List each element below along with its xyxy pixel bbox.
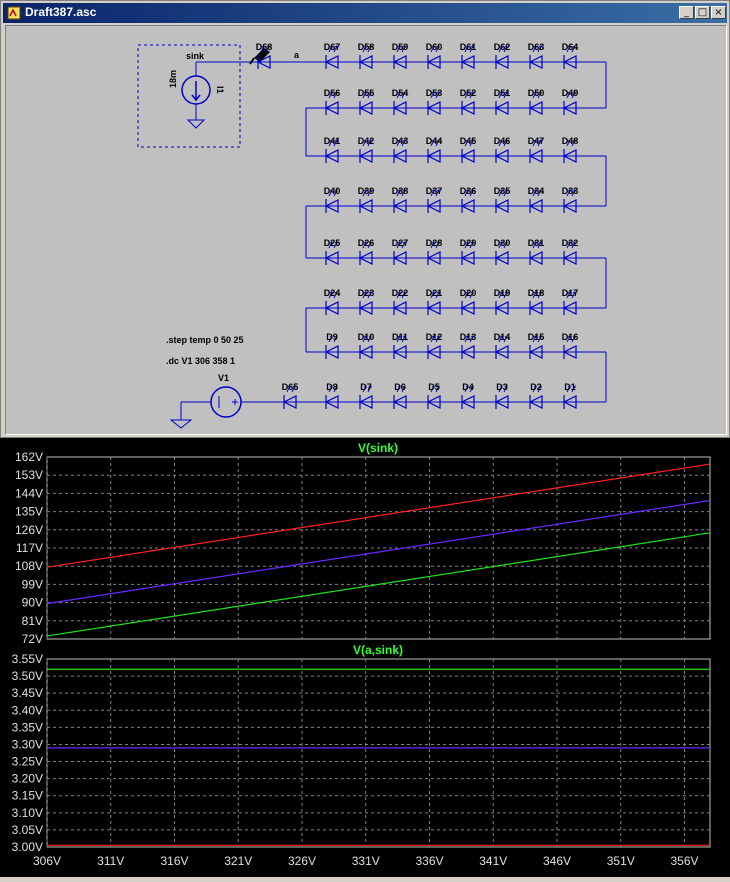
led-label: D37 [425, 186, 443, 196]
led-label: D1 [564, 382, 576, 392]
led-label: D41 [323, 136, 341, 146]
led-label: D59 [391, 42, 409, 52]
led-label: D11 [391, 332, 409, 342]
led-label: D58 [357, 42, 375, 52]
led-d48[interactable] [562, 136, 579, 163]
led-label: D5 [428, 382, 440, 392]
y-tick-label: 3.55V [11, 652, 43, 666]
y-tick-label: 3.35V [11, 720, 43, 735]
led-d24[interactable] [324, 288, 341, 315]
led-label: D24 [323, 288, 341, 298]
led-d46[interactable] [494, 136, 511, 163]
minimize-button[interactable]: _ [679, 6, 694, 19]
x-tick-label: 311V [97, 854, 125, 868]
led-label: D34 [527, 186, 545, 196]
voltage-source-name: V1 [218, 373, 230, 383]
led-label: D56 [323, 88, 341, 98]
led-label: D6 [394, 382, 406, 392]
led-d54[interactable] [392, 88, 409, 115]
led-label: D65 [281, 382, 299, 392]
voltage-source-v1[interactable] [171, 387, 281, 428]
led-d53[interactable] [426, 88, 443, 115]
led-label: D19 [493, 288, 511, 298]
y-tick-label: 135V [14, 504, 43, 519]
y-tick-label: 99V [21, 577, 43, 592]
led-d47[interactable] [528, 136, 545, 163]
led-d29[interactable] [460, 238, 477, 265]
x-tick-label: 336V [415, 854, 444, 868]
led-label: D39 [357, 186, 375, 196]
title-bar[interactable] [3, 3, 727, 23]
led-label: D43 [391, 136, 409, 146]
led-d16[interactable] [562, 332, 579, 359]
led-d12[interactable] [426, 332, 443, 359]
led-label: D52 [459, 88, 477, 98]
led-d49[interactable] [562, 88, 579, 115]
led-label: D61 [459, 42, 477, 52]
window-title: Draft387.asc [25, 5, 97, 19]
y-tick-label: 3.45V [11, 686, 43, 701]
maximize-button[interactable]: □ [695, 6, 710, 19]
led-d64[interactable] [562, 42, 579, 69]
led-label: D29 [459, 238, 477, 248]
led-d41[interactable] [324, 136, 341, 163]
net-label-a: a [294, 50, 300, 60]
led-d15[interactable] [528, 332, 545, 359]
led-d43[interactable] [392, 136, 409, 163]
pane-va-sink-frame [47, 659, 710, 847]
led-label: D23 [357, 288, 375, 298]
led-d22[interactable] [392, 288, 409, 315]
y-tick-label: 117V [15, 541, 43, 555]
y-tick-label: 126V [14, 522, 43, 537]
led-label: D13 [459, 332, 477, 342]
led-label: D64 [561, 42, 579, 52]
led-label: D18 [527, 288, 545, 298]
x-tick-label: 346V [542, 854, 572, 868]
y-tick-label: 108V [14, 559, 43, 574]
current-source-value: 18m [168, 69, 178, 88]
led-d31[interactable] [528, 238, 545, 265]
x-tick-label: 306V [32, 854, 62, 868]
led-label: D33 [561, 186, 579, 196]
led-label: D48 [561, 136, 579, 146]
led-label: D54 [391, 88, 409, 98]
y-tick-label: 90V [21, 595, 43, 610]
x-tick-label: 341V [479, 854, 508, 868]
led-label: D32 [561, 238, 579, 248]
led-d56[interactable] [324, 88, 341, 115]
schematic-window [0, 0, 730, 438]
plot-title-va-sink[interactable]: V(a,sink) [352, 643, 404, 657]
plot-title-vsink[interactable]: V(sink) [357, 441, 399, 455]
led-d18[interactable] [528, 288, 545, 315]
led-d20[interactable] [460, 288, 477, 315]
x-tick-label: 321V [224, 854, 253, 868]
y-tick-label: 3.40V [11, 703, 43, 718]
led-label: D21 [425, 288, 443, 298]
led-d2[interactable] [530, 382, 542, 409]
led-d10[interactable] [358, 332, 375, 359]
led-d45[interactable] [460, 136, 477, 163]
led-label: D27 [391, 238, 409, 248]
led-label: D20 [459, 288, 477, 298]
y-tick-label: 3.15V [11, 788, 43, 803]
led-d35[interactable] [494, 186, 511, 213]
x-tick-label: 316V [160, 854, 189, 868]
led-label: D3 [496, 382, 508, 392]
led-label: D44 [425, 136, 443, 146]
led-label: D31 [527, 238, 545, 248]
led-d36[interactable] [460, 186, 477, 213]
led-d59[interactable] [392, 42, 409, 69]
y-tick-label: 3.10V [11, 805, 43, 820]
led-d26[interactable] [358, 238, 375, 265]
y-tick-label: 3.50V [11, 669, 43, 684]
waveform-plot[interactable] [0, 438, 730, 877]
led-label: D12 [425, 332, 443, 342]
led-label: D42 [357, 136, 375, 146]
schematic-drawing[interactable] [6, 26, 727, 435]
led-label: D62 [493, 42, 511, 52]
led-d28[interactable] [426, 238, 443, 265]
pane-vsink[interactable] [15, 450, 710, 646]
led-label: D55 [357, 88, 375, 98]
waveform-viewer[interactable] [0, 438, 730, 877]
led-d38[interactable] [392, 186, 409, 213]
led-label: D8 [326, 382, 338, 392]
led-label: D67 [323, 42, 341, 52]
led-d50[interactable] [528, 88, 545, 115]
y-tick-label: 3.20V [11, 771, 43, 786]
led-d34[interactable] [528, 186, 545, 213]
led-d27[interactable] [392, 238, 409, 265]
current-source-i1[interactable] [182, 62, 210, 128]
led-d62[interactable] [494, 42, 511, 69]
led-d67[interactable] [324, 42, 341, 69]
led-d1[interactable] [564, 382, 576, 409]
x-tick-label: 351V [606, 854, 635, 868]
led-label: D28 [425, 238, 443, 248]
ltspice-app-icon [7, 6, 21, 20]
led-d7[interactable] [360, 382, 372, 409]
x-tick-label: 331V [351, 854, 380, 868]
led-d3[interactable] [496, 382, 508, 409]
led-d40[interactable] [324, 186, 341, 213]
led-d14[interactable] [494, 332, 511, 359]
led-d65[interactable] [282, 382, 299, 409]
led-label: D50 [527, 88, 545, 98]
led-label: D53 [425, 88, 443, 98]
led-d8[interactable] [326, 382, 338, 409]
x-tick-label: 356V [670, 854, 699, 868]
led-label: D10 [357, 332, 375, 342]
led-label: D60 [425, 42, 443, 52]
net-label-sink: sink [186, 51, 205, 61]
led-d6[interactable] [394, 382, 406, 409]
y-tick-label: 3.05V [11, 822, 43, 837]
led-label: D45 [459, 136, 477, 146]
pane-va-sink[interactable] [12, 652, 710, 868]
led-d44[interactable] [426, 136, 443, 163]
led-d21[interactable] [426, 288, 443, 315]
led-label: D46 [493, 136, 511, 146]
led-d19[interactable] [494, 288, 511, 315]
led-string [256, 42, 606, 409]
y-tick-label: 3.00V [11, 840, 43, 854]
led-d58[interactable] [358, 42, 375, 69]
led-d30[interactable] [494, 238, 511, 265]
led-d52[interactable] [460, 88, 477, 115]
led-d11[interactable] [392, 332, 408, 359]
led-label: D26 [357, 238, 375, 248]
led-d63[interactable] [528, 42, 545, 69]
led-d4[interactable] [462, 382, 474, 409]
directive-dc[interactable]: .dc V1 306 358 1 [166, 356, 236, 366]
y-tick-label: 3.30V [11, 737, 43, 752]
led-label: D16 [561, 332, 579, 342]
led-label: D38 [391, 186, 409, 196]
led-label: D25 [323, 238, 341, 248]
led-label: D47 [527, 136, 545, 146]
led-label: D30 [493, 238, 511, 248]
led-label: D35 [493, 186, 511, 196]
led-label: D9 [326, 332, 338, 342]
directive-step[interactable]: .step temp 0 50 25 [166, 335, 244, 345]
led-d39[interactable] [358, 186, 375, 213]
close-button[interactable]: × [711, 6, 726, 19]
led-label: D36 [459, 186, 477, 196]
y-tick-label: 81V [21, 613, 43, 628]
led-label: D15 [527, 332, 545, 342]
led-d51[interactable] [494, 88, 511, 115]
led-label: D51 [493, 88, 511, 98]
led-d13[interactable] [460, 332, 477, 359]
schematic-canvas[interactable] [5, 25, 727, 435]
led-label: D14 [493, 332, 511, 342]
y-tick-label: 3.25V [11, 754, 43, 769]
led-label: D17 [561, 288, 579, 298]
led-d33[interactable] [562, 186, 579, 213]
led-label: D68 [255, 42, 273, 52]
led-label: D63 [527, 42, 545, 52]
led-d60[interactable] [426, 42, 443, 69]
led-d23[interactable] [358, 288, 375, 315]
led-label: D7 [360, 382, 372, 392]
led-label: D4 [462, 382, 474, 392]
led-label: D22 [391, 288, 409, 298]
y-tick-label: 144V [14, 486, 43, 501]
led-d32[interactable] [562, 238, 579, 265]
x-tick-label: 326V [287, 854, 317, 868]
led-d37[interactable] [426, 186, 443, 213]
led-d61[interactable] [460, 42, 477, 69]
y-tick-label: 162V [14, 450, 43, 464]
led-d42[interactable] [358, 136, 375, 163]
y-tick-label: 153V [14, 468, 43, 483]
led-d5[interactable] [428, 382, 440, 409]
current-source-name: I1 [215, 86, 225, 94]
led-label: D49 [561, 88, 579, 98]
y-tick-label: 72V [21, 632, 43, 646]
led-d55[interactable] [358, 88, 375, 115]
led-label: D40 [323, 186, 341, 196]
led-d25[interactable] [324, 238, 341, 265]
led-label: D2 [530, 382, 542, 392]
led-d17[interactable] [562, 288, 579, 315]
led-d9[interactable] [326, 332, 338, 359]
